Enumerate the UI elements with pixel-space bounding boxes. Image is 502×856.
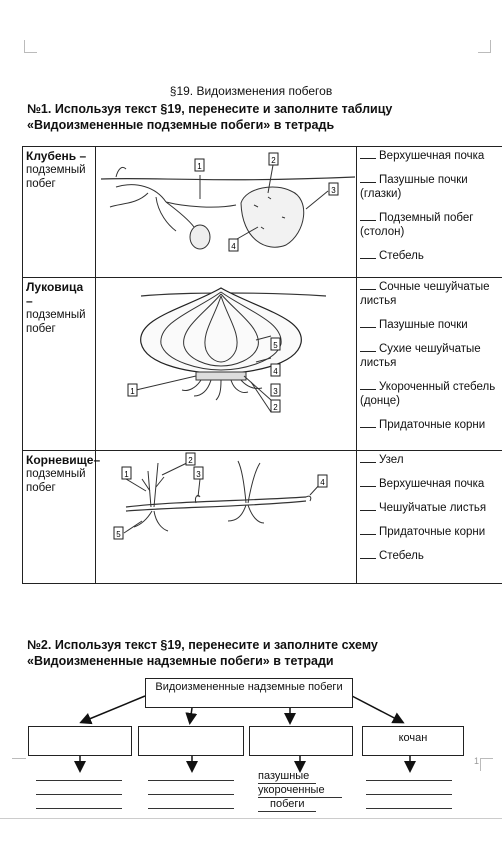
- scheme-box-4: кочан: [362, 726, 464, 756]
- row-subtitle: подземный побег: [26, 468, 86, 494]
- figure-label: 1: [124, 470, 129, 479]
- figure-label: 4: [231, 242, 236, 251]
- page-bottom-divider: [0, 818, 502, 819]
- figure-label: 5: [273, 341, 278, 350]
- figure-label: 3: [331, 186, 336, 195]
- figure-label: 3: [273, 387, 278, 396]
- scheme-top-box: Видоизмененные надземные побеги: [145, 678, 353, 708]
- answer-line: [36, 780, 122, 781]
- answer-line: [36, 808, 122, 809]
- option-item: Сухие чешуйчатые листья: [360, 343, 481, 369]
- option-item: Придаточные корни: [360, 418, 499, 432]
- option-item: Чешуйчатые листья: [360, 501, 499, 515]
- corner-mark-bottom-right: [480, 758, 493, 771]
- option-item: Стебель: [360, 549, 499, 563]
- option-item: Сочные чешуйчатые листья: [360, 281, 490, 307]
- task1-heading: №1. Используя текст §19, перенесите и заполните таблицу «Видоизмененные подземные побеги» в тетрадь: [27, 102, 393, 132]
- option-item: Укороченный стебель (донце): [360, 381, 496, 407]
- option-item: Стебель: [360, 249, 499, 263]
- scheme-hint-text: [258, 770, 344, 812]
- option-item: Узел: [360, 453, 499, 467]
- scheme-box-3: [249, 726, 353, 756]
- task2-heading: №2. Используя текст §19, перенесите и заполните схему «Видоизмененные надземные побеги» в тетради: [27, 638, 378, 668]
- figure-label: 4: [273, 367, 278, 376]
- hint-line: побеги: [258, 798, 316, 812]
- page-number: 1: [474, 756, 480, 766]
- option-item: Пазушные почки: [360, 318, 499, 332]
- figure-label: 2: [188, 456, 193, 465]
- answer-line: [148, 794, 234, 795]
- answer-line: [366, 808, 452, 809]
- figure-label: 4: [320, 478, 325, 487]
- answer-line: [366, 780, 452, 781]
- row-subtitle: подземный побег: [26, 164, 86, 190]
- answer-line: [366, 794, 452, 795]
- figure-label: 3: [196, 470, 201, 479]
- page-title: §19. Видоизменения побегов: [169, 84, 333, 98]
- figure-label: 1: [197, 162, 202, 171]
- figure-label: 5: [116, 530, 121, 539]
- scheme-box-2: [138, 726, 244, 756]
- row-name: Корневище–: [26, 453, 101, 467]
- row-subtitle: подземный побег: [26, 309, 86, 335]
- row-name: Луковица –: [26, 280, 84, 308]
- figure-label: 2: [273, 403, 278, 412]
- option-item: Подземный побег (столон): [360, 212, 474, 238]
- option-item: Верхушечная почка: [360, 149, 499, 163]
- answer-line: [148, 780, 234, 781]
- option-item: Верхушечная почка: [360, 477, 499, 491]
- figure-label: 2: [271, 156, 276, 165]
- row-name: Клубень –: [26, 149, 87, 163]
- hint-line: пазушные: [258, 770, 316, 784]
- hint-line: укороченные: [258, 784, 342, 798]
- corner-mark-bottom-left: [12, 758, 26, 771]
- answer-line: [36, 794, 122, 795]
- option-item: Придаточные корни: [360, 525, 499, 539]
- figure-label: 1: [130, 387, 135, 396]
- option-item: Пазушные почки (глазки): [360, 174, 468, 200]
- scheme-box-1: [28, 726, 132, 756]
- answer-line: [148, 808, 234, 809]
